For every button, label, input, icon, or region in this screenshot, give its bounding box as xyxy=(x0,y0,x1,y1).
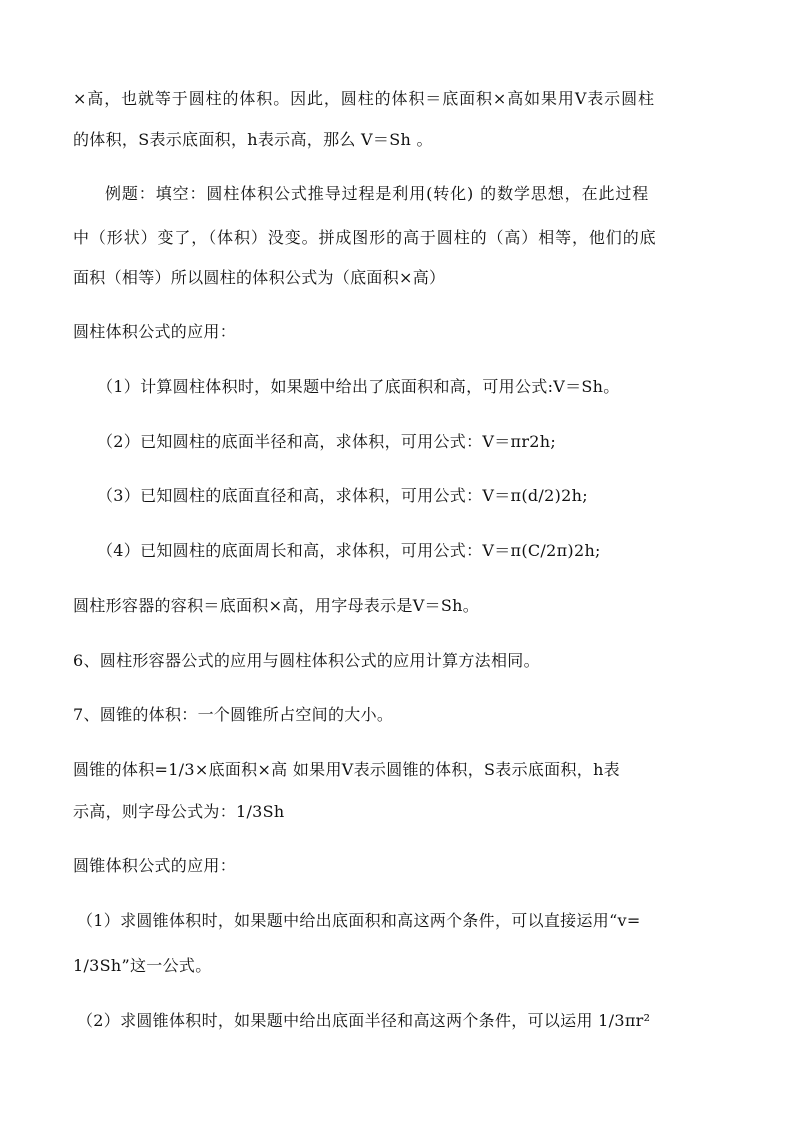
paragraph-line: 6、圆柱形容器公式的应用与圆柱体积公式的应用计算方法相同。 xyxy=(73,651,540,670)
example-line: 面积（相等）所以圆柱的体积公式为（底面积×高） xyxy=(73,268,446,287)
paragraph-line: 圆柱形容器的容积＝底面积×高，用字母表示是V＝Sh。 xyxy=(73,596,480,615)
list-item: （3）已知圆柱的底面直径和高，求体积，可用公式：V＝π(d/2)2h; xyxy=(97,486,588,505)
paragraph-line: 的体积，S表示底面积，h表示高，那么 V＝Sh 。 xyxy=(73,130,433,149)
paragraph-line: 示高，则字母公式为：1/3Sh xyxy=(73,802,285,821)
list-item: （2）已知圆柱的底面半径和高，求体积，可用公式：V＝πr2h; xyxy=(97,432,557,451)
list-item: （1）求圆锥体积时，如果题中给出底面积和高这两个条件，可以直接运用“v= xyxy=(77,911,641,930)
example-line: 中（形状）变了，（体积）没变。拼成图形的高于圆柱的（高）相等，他们的底 xyxy=(73,228,657,247)
paragraph-line: ×高，也就等于圆柱的体积。因此，圆柱的体积＝底面积×高如果用V表示圆柱 xyxy=(73,89,655,108)
list-item: （4）已知圆柱的底面周长和高，求体积，可用公式：V＝π(C/2π)2h; xyxy=(97,541,601,560)
paragraph-line: 圆锥的体积=1/3×底面积×高 如果用V表示圆锥的体积，S表示底面积，h表 xyxy=(73,760,620,779)
paragraph-line: 7、圆锥的体积：一个圆锥所占空间的大小。 xyxy=(73,705,394,724)
list-item: 1/3Sh”这一公式。 xyxy=(73,956,212,975)
section-heading: 圆锥体积公式的应用： xyxy=(73,856,237,875)
example-line: 例题：填空：圆柱体积公式推导过程是利用(转化) 的数学思想，在此过程 xyxy=(105,184,650,203)
list-item: （1）计算圆柱体积时，如果题中给出了底面积和高，可用公式:V＝Sh。 xyxy=(97,377,620,396)
section-heading: 圆柱体积公式的应用： xyxy=(73,322,237,341)
list-item: （2）求圆锥体积时，如果题中给出底面半径和高这两个条件，可以运用 1/3πr² xyxy=(77,1011,651,1030)
